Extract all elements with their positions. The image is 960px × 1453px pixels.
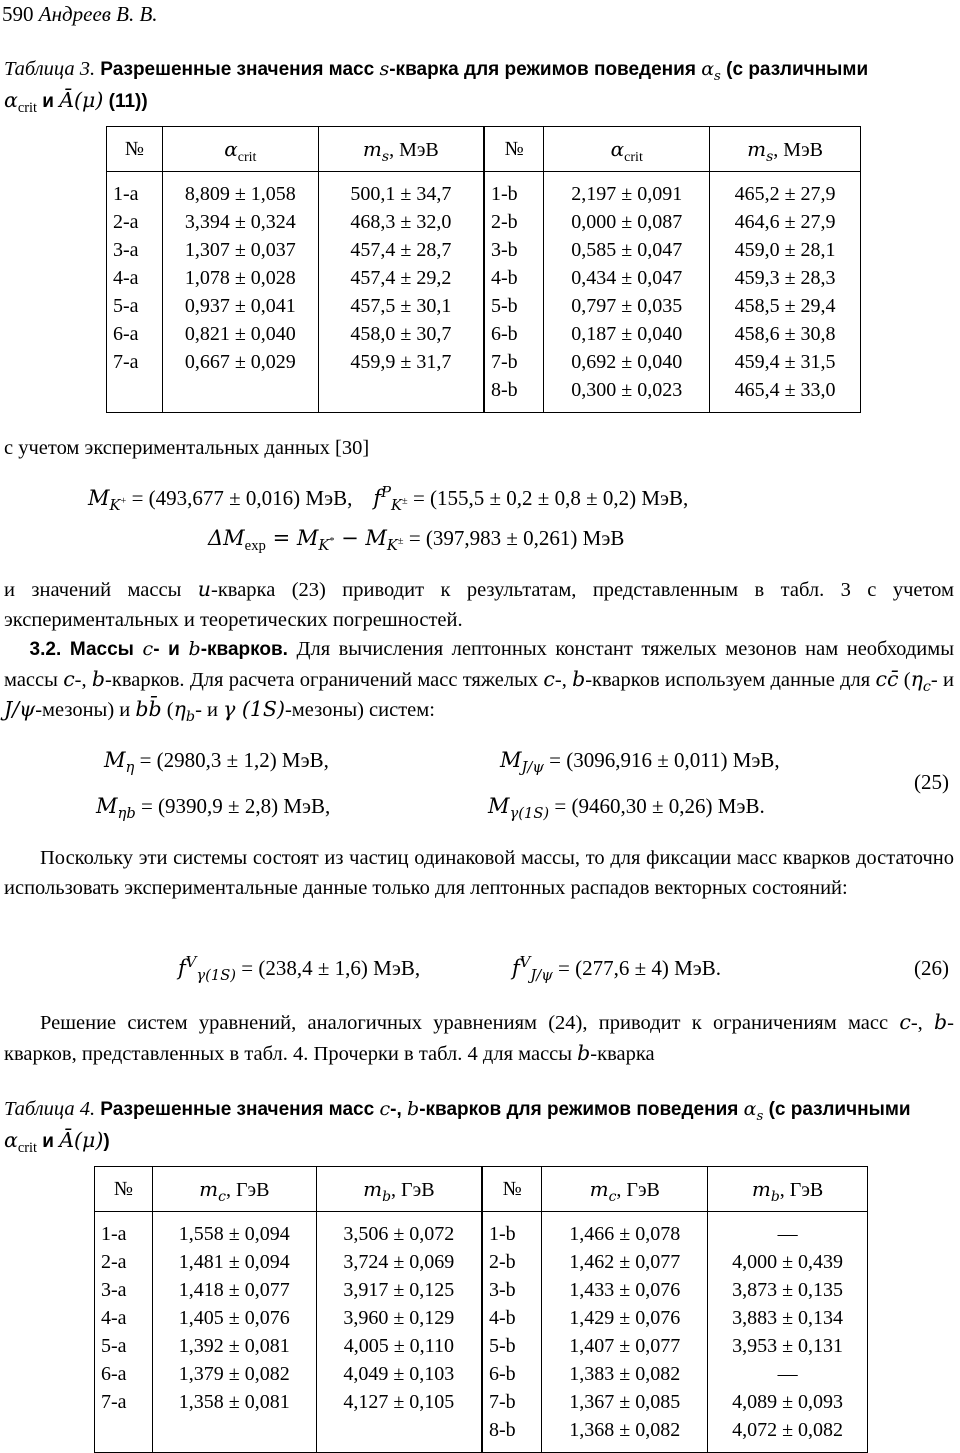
eq24-line1: $M_{K^+} = (493,677 \pm 0,016)$ МэВ, $f^P_{K^\pm} = (155,5 \pm 0,2 \pm 0,8 \pm 0,2)$ МэВ, <box>88 484 689 515</box>
table-row <box>107 236 861 264</box>
table3-col-no: № <box>107 127 163 172</box>
table-cell: 1,383 ± 0,082 <box>542 1360 708 1388</box>
table-cell: 465,4 ± 33,0 <box>710 376 861 413</box>
table-row <box>107 172 861 209</box>
eq25-number: (25) <box>914 770 949 794</box>
table-row <box>95 1416 868 1453</box>
table-cell: 457,5 ± 30,1 <box>318 292 484 320</box>
table-row <box>107 376 861 413</box>
table3-col-alpha: $\alpha_{crit}$ <box>162 127 318 172</box>
table-cell: 468,3 ± 32,0 <box>318 208 484 236</box>
eq26-number: (26) <box>914 956 949 980</box>
table-row <box>95 1248 868 1276</box>
table-cell: 2-b <box>482 1248 542 1276</box>
text-after-eq26: Решение систем уравнений, аналогичных уравнениям (24), приводит к ограничениям масс c-, b-кварков, представленных в табл. 4. Прочерки в табл. 4 для массы b-кварка <box>4 1010 954 1065</box>
table-cell: 0,937 ± 0,041 <box>162 292 318 320</box>
table-cell: 4-a <box>95 1304 153 1332</box>
table-cell: 6-b <box>484 320 544 348</box>
table-cell: 1-b <box>482 1212 542 1249</box>
table-cell: 0,821 ± 0,040 <box>162 320 318 348</box>
table4-header-row <box>95 1167 868 1212</box>
table-cell: 1-a <box>95 1212 153 1249</box>
table-cell: 1,368 ± 0,082 <box>542 1416 708 1453</box>
table-cell: 0,797 ± 0,035 <box>544 292 710 320</box>
table3-caption: Таблица 3. Разрешенные значения масс s-кварка для режимов поведения $\alpha_s$ (с различными $\alpha_{crit}$ и Ā(μ) (11)) <box>4 58 869 117</box>
table-row <box>107 348 861 376</box>
table-cell: 0,692 ± 0,040 <box>544 348 710 376</box>
author: Андреев В. В. <box>38 2 158 26</box>
table-cell: 3,394 ± 0,324 <box>162 208 318 236</box>
table-cell: 4-a <box>107 264 163 292</box>
table3-col-ms: $m_s$, МэВ <box>318 127 484 172</box>
table-cell: 7-b <box>484 348 544 376</box>
table-cell: 1,358 ± 0,081 <box>152 1388 316 1416</box>
table-cell: 0,434 ± 0,047 <box>544 264 710 292</box>
table-cell: 4-b <box>484 264 544 292</box>
table4-col-mb-b: $m_b$, ГэВ <box>708 1167 868 1212</box>
table-cell: — <box>708 1360 868 1388</box>
table-cell: 458,6 ± 30,8 <box>710 320 861 348</box>
table-row <box>107 264 861 292</box>
table4-col-mc: $m_c$, ГэВ <box>152 1167 316 1212</box>
table-cell <box>95 1416 153 1453</box>
table-cell: 4,005 ± 0,110 <box>316 1332 482 1360</box>
eq25-a2: $M_{J/\psi} = (3096,916 \pm 0,011)$ МэВ, <box>500 748 780 777</box>
eq26-b: $f^V_{J/\psi} = (277,6 \pm 4)$ МэВ. <box>512 954 722 985</box>
table-cell: 5-b <box>484 292 544 320</box>
table-cell: 0,585 ± 0,047 <box>544 236 710 264</box>
table4-caption: Таблица 4. Разрешенные значения масс c-, b-кварков для режимов поведения $\alpha_s$ (с различными $\alpha_{crit}$ и Ā(μ)) <box>4 1098 911 1157</box>
table4-col-no: № <box>95 1167 153 1212</box>
table-row <box>95 1332 868 1360</box>
table-cell: 458,5 ± 29,4 <box>710 292 861 320</box>
table-row <box>107 208 861 236</box>
table-cell: 2-a <box>107 208 163 236</box>
table-cell: 6-b <box>482 1360 542 1388</box>
table-cell: 1,433 ± 0,076 <box>542 1276 708 1304</box>
table-row <box>95 1304 868 1332</box>
section-heading: 3.2. Массы c- и b-кварков. <box>29 638 288 660</box>
table-row <box>107 292 861 320</box>
table-cell: — <box>708 1212 868 1249</box>
table-cell: 1,418 ± 0,077 <box>152 1276 316 1304</box>
table-cell: 6-a <box>95 1360 153 1388</box>
table-cell: 3-a <box>95 1276 153 1304</box>
table-cell: 2,197 ± 0,091 <box>544 172 710 209</box>
table-cell <box>316 1416 482 1453</box>
table-cell: 3,873 ± 0,135 <box>708 1276 868 1304</box>
eq25-b1: $M_{\eta b} = (9390,9 \pm 2,8)$ МэВ, <box>96 794 331 823</box>
table-cell: 2-b <box>484 208 544 236</box>
table-cell: 8,809 ± 1,058 <box>162 172 318 209</box>
eq26-a: $f^V_{\gamma(1S)} = (238,4 \pm 1,6)$ МэВ, <box>178 954 421 985</box>
table-cell: 8-b <box>484 376 544 413</box>
table-row <box>95 1360 868 1388</box>
table-cell: 8-b <box>482 1416 542 1453</box>
table-cell: 1,078 ± 0,028 <box>162 264 318 292</box>
table-cell: 459,3 ± 28,3 <box>710 264 861 292</box>
table-cell: 5-b <box>482 1332 542 1360</box>
table4 <box>94 1166 868 1453</box>
table-cell: 4,089 ± 0,093 <box>708 1388 868 1416</box>
table-cell: 0,300 ± 0,023 <box>544 376 710 413</box>
table-row <box>95 1212 868 1249</box>
table-cell: 1-a <box>107 172 163 209</box>
table-cell: 1,407 ± 0,077 <box>542 1332 708 1360</box>
table-cell: 1,429 ± 0,076 <box>542 1304 708 1332</box>
text-before-eq26: Поскольку эти системы состоят из частиц одинаковой массы, то для фиксации масс кварков достаточно использовать экспериментальные данные только для лептонных распадов векторных состояний: <box>4 847 954 899</box>
table-cell: 1-b <box>484 172 544 209</box>
table-cell: 3-a <box>107 236 163 264</box>
table-cell: 457,4 ± 29,2 <box>318 264 484 292</box>
table-cell: 1,392 ± 0,081 <box>152 1332 316 1360</box>
table-cell: 3,960 ± 0,129 <box>316 1304 482 1332</box>
table-cell: 2-a <box>95 1248 153 1276</box>
table-cell: 1,405 ± 0,076 <box>152 1304 316 1332</box>
table3-col-alpha-b: $\alpha_{crit}$ <box>544 127 710 172</box>
table-cell <box>152 1416 316 1453</box>
table4-col-mc-b: $m_c$, ГэВ <box>542 1167 708 1212</box>
table-cell: 465,2 ± 27,9 <box>710 172 861 209</box>
eq25-b2: $M_{\gamma(1S)} = (9460,30 \pm 0,26)$ МэВ. <box>488 794 765 823</box>
table3-col-no-b: № <box>484 127 544 172</box>
eq24-line2: $\Delta M_{exp} = M_{K^*} - M_{K^\pm} = (397,983 \pm 0,261)$ МэВ <box>208 526 625 555</box>
table-cell: 1,462 ± 0,077 <box>542 1248 708 1276</box>
table4-col-mb: $m_b$, ГэВ <box>316 1167 482 1212</box>
table-cell <box>107 376 163 413</box>
table-cell: 459,4 ± 31,5 <box>710 348 861 376</box>
table-cell: 7-b <box>482 1388 542 1416</box>
table-cell: 1,466 ± 0,078 <box>542 1212 708 1249</box>
table-cell: 4-b <box>482 1304 542 1332</box>
table-cell: 1,367 ± 0,085 <box>542 1388 708 1416</box>
table-cell: 1,307 ± 0,037 <box>162 236 318 264</box>
table-cell: 3,953 ± 0,131 <box>708 1332 868 1360</box>
table-cell: 3,883 ± 0,134 <box>708 1304 868 1332</box>
table-cell: 459,9 ± 31,7 <box>318 348 484 376</box>
table-cell: 4,127 ± 0,105 <box>316 1388 482 1416</box>
table-cell: 7-a <box>95 1388 153 1416</box>
table-cell: 0,000 ± 0,087 <box>544 208 710 236</box>
table-cell: 3,506 ± 0,072 <box>316 1212 482 1249</box>
running-head <box>2 0 158 28</box>
table-cell: 6-a <box>107 320 163 348</box>
table3 <box>106 126 861 413</box>
table-cell: 458,0 ± 30,7 <box>318 320 484 348</box>
table-cell: 500,1 ± 34,7 <box>318 172 484 209</box>
table-cell: 4,000 ± 0,439 <box>708 1248 868 1276</box>
table-cell: 459,0 ± 28,1 <box>710 236 861 264</box>
table-cell: 3-b <box>482 1276 542 1304</box>
table-cell: 3-b <box>484 236 544 264</box>
text-before-eq24: с учетом экспериментальных данных [30] <box>4 437 370 459</box>
table-cell: 4,072 ± 0,082 <box>708 1416 868 1453</box>
table-cell: 7-a <box>107 348 163 376</box>
text-section-3-2: и значений массы u-кварка (23) приводит к результатам, представленным в табл. 3 с учетом экспериментальных и теоретических погрешностей. 3.2. Массы c- и b-кварков. Для вычисления лептонных констант тяжелых мезонов нам необходимы массы c-, b-кварков. Для расчета ограничений масс тяжелых c-, b-кварков используем данные для cc̄ ($\eta_c-$ и J/ψ-мезоны) и bb̄ ($\eta_b-$ и γ (1S)-мезоны) систем: <box>4 577 955 726</box>
table-cell: 3,917 ± 0,125 <box>316 1276 482 1304</box>
table-cell: 3,724 ± 0,069 <box>316 1248 482 1276</box>
table-cell: 0,667 ± 0,029 <box>162 348 318 376</box>
table-cell: 5-a <box>95 1332 153 1360</box>
table3-header-row <box>107 127 861 172</box>
page-number: 590 <box>2 2 34 26</box>
table-cell: 464,6 ± 27,9 <box>710 208 861 236</box>
table-cell <box>318 376 484 413</box>
eq25-a1: $M_\eta = (2980,3 \pm 1,2)$ МэВ, <box>104 748 329 777</box>
table3-col-ms-b: $m_s$, МэВ <box>710 127 861 172</box>
table-cell <box>162 376 318 413</box>
table-cell: 1,558 ± 0,094 <box>152 1212 316 1249</box>
table-cell: 5-a <box>107 292 163 320</box>
table-cell: 457,4 ± 28,7 <box>318 236 484 264</box>
table4-col-no-b: № <box>482 1167 542 1212</box>
table-cell: 4,049 ± 0,103 <box>316 1360 482 1388</box>
table-row <box>107 320 861 348</box>
table-row <box>95 1276 868 1304</box>
table-cell: 0,187 ± 0,040 <box>544 320 710 348</box>
table-cell: 1,379 ± 0,082 <box>152 1360 316 1388</box>
table-cell: 1,481 ± 0,094 <box>152 1248 316 1276</box>
table-row <box>95 1388 868 1416</box>
